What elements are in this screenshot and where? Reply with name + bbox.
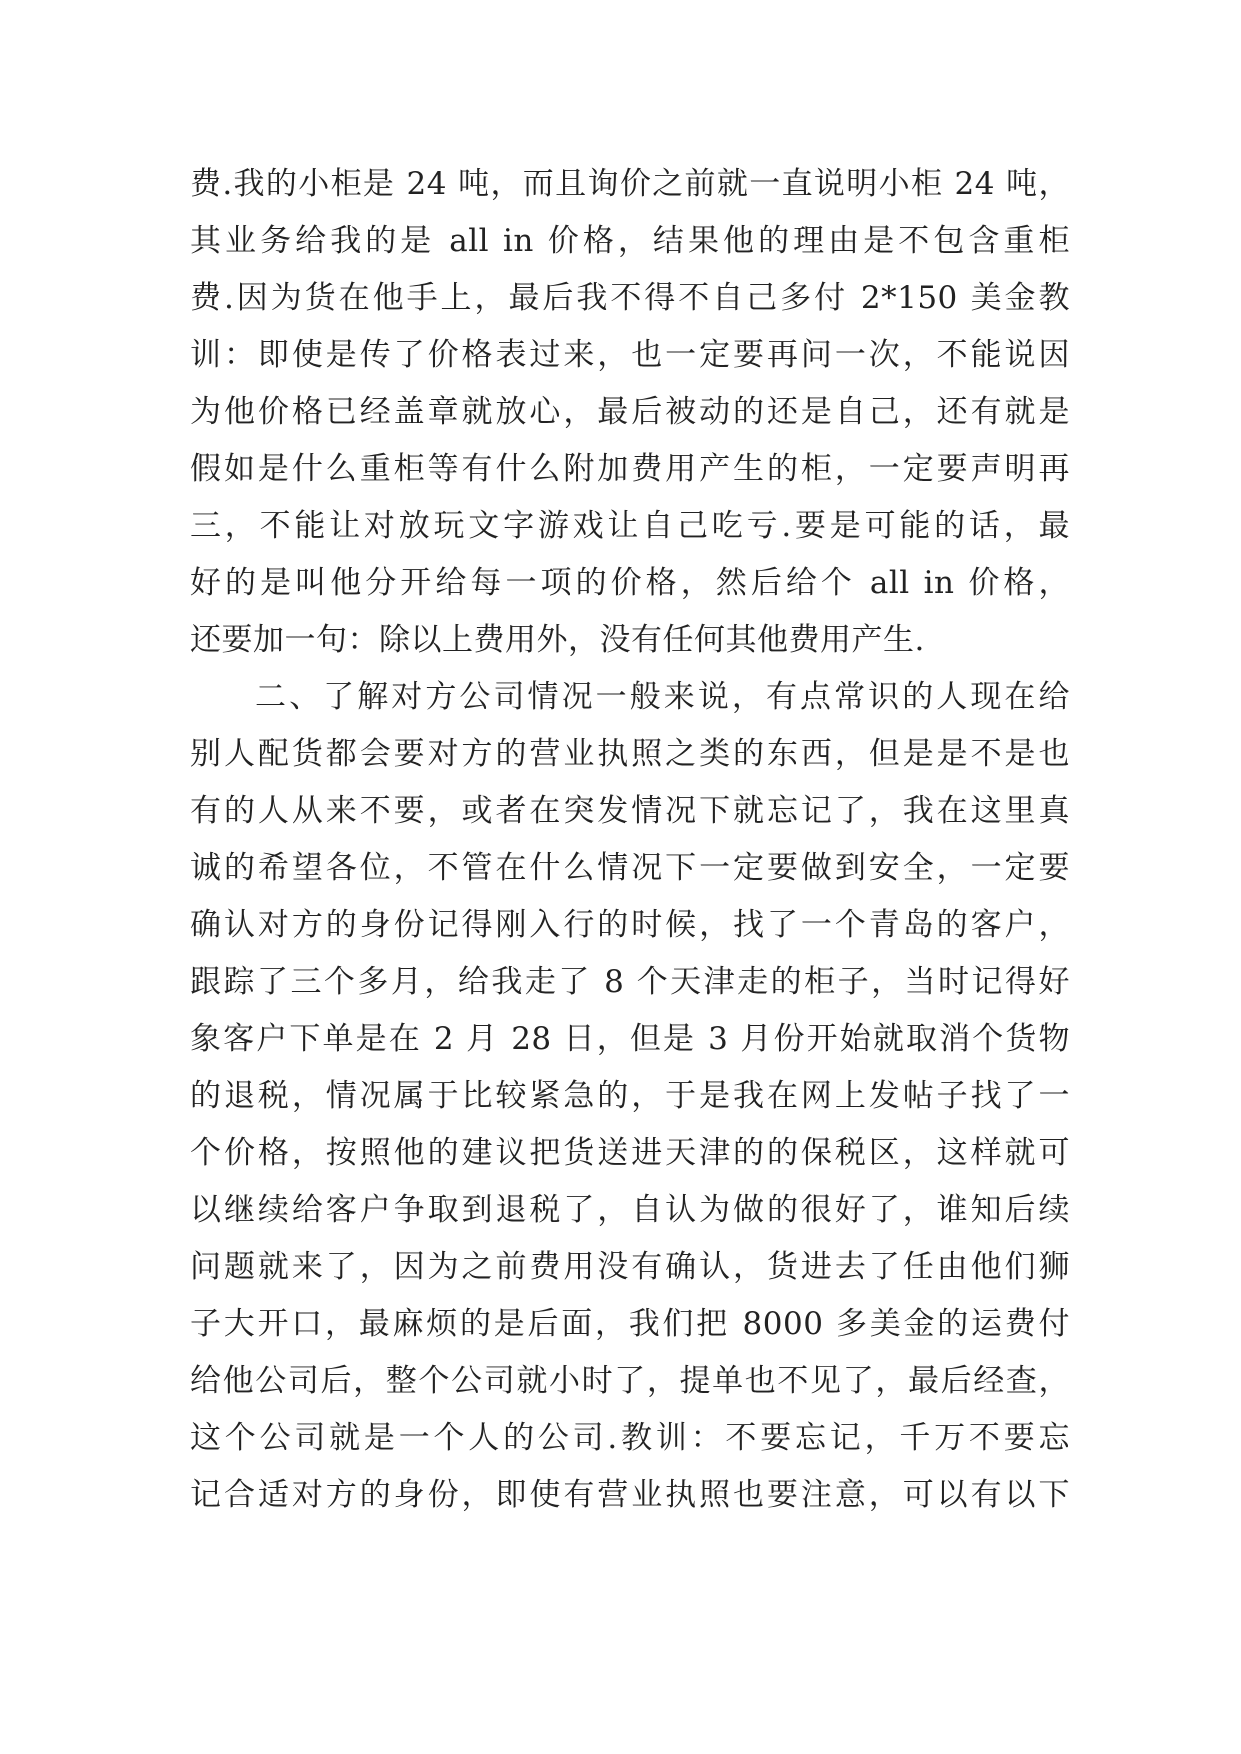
text-line: 三，不能让对放玩文字游戏让自己吃亏.要是可能的话，最 bbox=[190, 508, 1070, 544]
text-line: 为他价格已经盖章就放心，最后被动的还是自己，还有就是 bbox=[190, 394, 1070, 430]
text-line: 子大开口，最麻烦的是后面，我们把 8000 多美金的运费付 bbox=[190, 1306, 1070, 1342]
text-line: 问题就来了，因为之前费用没有确认，货进去了任由他们狮 bbox=[190, 1249, 1070, 1285]
text-line: 还要加一句：除以上费用外，没有任何其他费用产生. bbox=[190, 622, 925, 658]
paragraph-start-line: 二、了解对方公司情况一般来说，有点常识的人现在给 bbox=[255, 679, 1070, 715]
text-line: 训：即使是传了价格表过来，也一定要再问一次，不能说因 bbox=[190, 337, 1070, 373]
text-line: 给他公司后，整个公司就小时了，提单也不见了，最后经查， bbox=[190, 1363, 1070, 1399]
text-line: 费.因为货在他手上，最后我不得不自己多付 2*150 美金教 bbox=[190, 280, 1070, 316]
text-line: 记合适对方的身份，即使有营业执照也要注意，可以有以下 bbox=[190, 1477, 1070, 1513]
text-line: 确认对方的身份记得刚入行的时候，找了一个青岛的客户， bbox=[190, 907, 1070, 943]
text-line: 这个公司就是一个人的公司.教训：不要忘记，千万不要忘 bbox=[190, 1420, 1070, 1456]
text-line: 费.我的小柜是 24 吨，而且询价之前就一直说明小柜 24 吨， bbox=[190, 166, 1070, 202]
text-line: 个价格，按照他的建议把货送进天津的的保税区，这样就可 bbox=[190, 1135, 1070, 1171]
text-line: 有的人从来不要，或者在突发情况下就忘记了，我在这里真 bbox=[190, 793, 1070, 829]
text-line: 假如是什么重柜等有什么附加费用产生的柜，一定要声明再 bbox=[190, 451, 1070, 487]
text-line: 以继续给客户争取到退税了，自认为做的很好了，谁知后续 bbox=[190, 1192, 1070, 1228]
text-line: 好的是叫他分开给每一项的价格，然后给个 all in 价格， bbox=[190, 565, 1070, 601]
text-line: 诚的希望各位，不管在什么情况下一定要做到安全，一定要 bbox=[190, 850, 1070, 886]
text-line: 象客户下单是在 2 月 28 日，但是 3 月份开始就取消个货物 bbox=[190, 1021, 1070, 1057]
text-line: 其业务给我的是 all in 价格，结果他的理由是不包含重柜 bbox=[190, 223, 1070, 259]
text-line: 的退税，情况属于比较紧急的，于是我在网上发帖子找了一 bbox=[190, 1078, 1070, 1114]
text-line: 别人配货都会要对方的营业执照之类的东西，但是是不是也 bbox=[190, 736, 1070, 772]
text-line: 跟踪了三个多月，给我走了 8 个天津走的柜子，当时记得好 bbox=[190, 964, 1070, 1000]
